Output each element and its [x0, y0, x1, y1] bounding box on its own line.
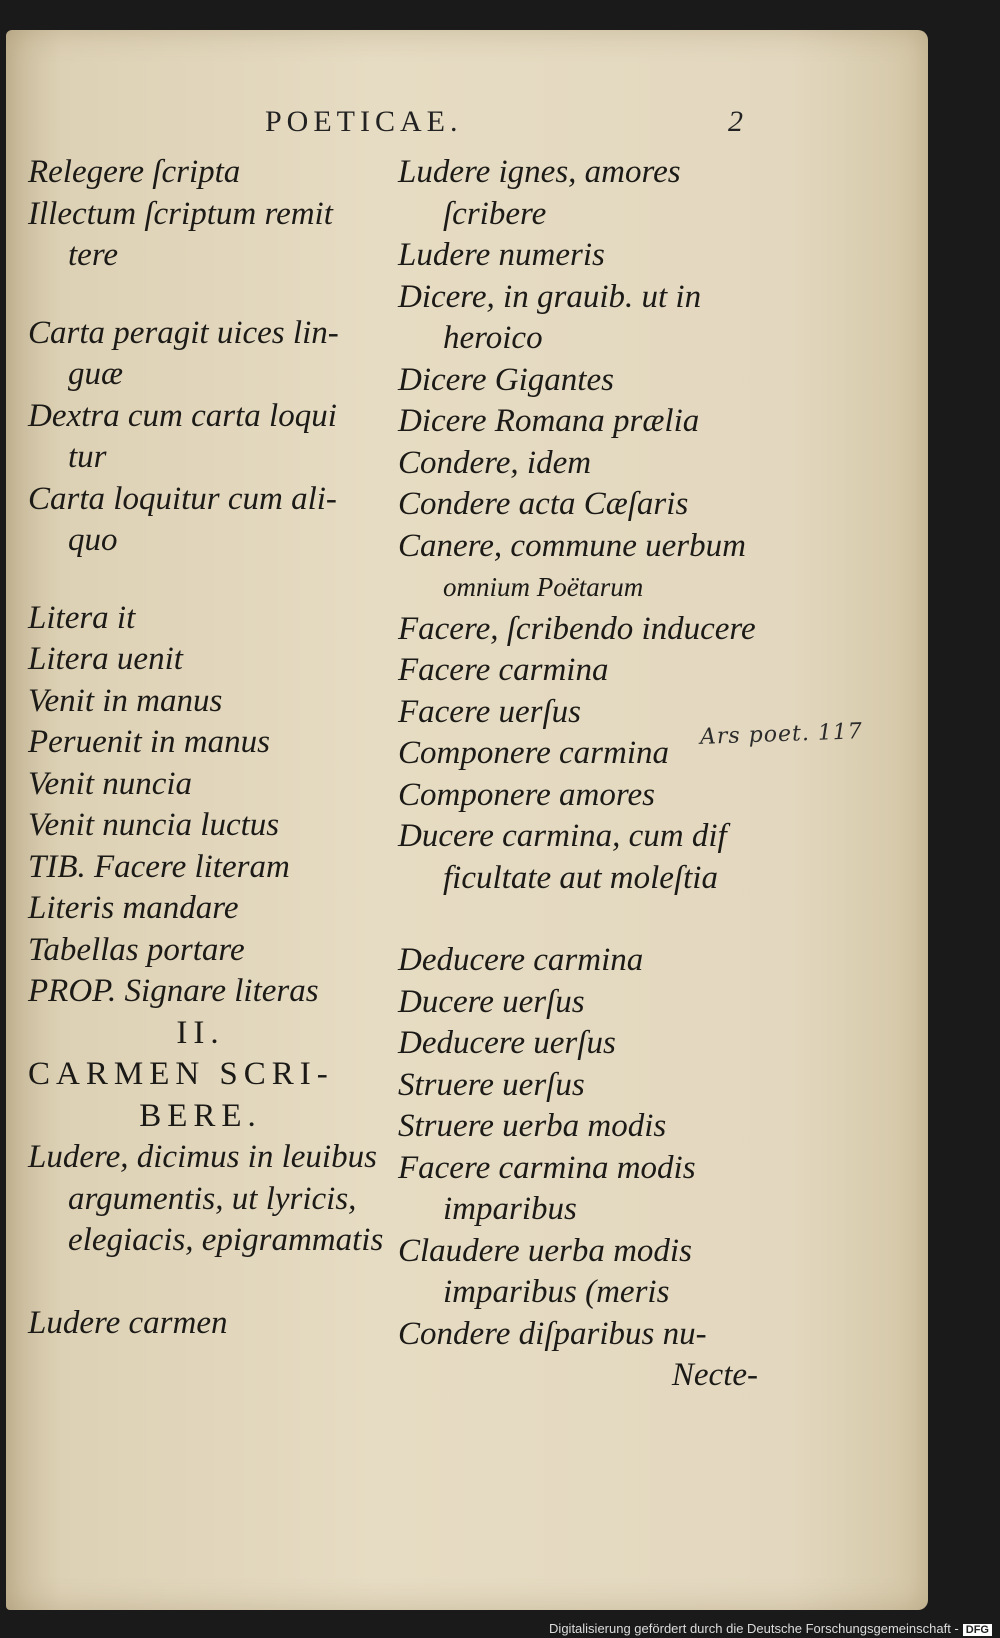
text-line: Facere uerſus	[398, 693, 581, 730]
text-line: Claudere uerba modis	[398, 1232, 692, 1269]
text-line: Relegere ſcripta	[28, 154, 241, 190]
text-line: Ducere uerſus	[398, 983, 585, 1020]
text-line: Ludere numeris	[398, 237, 605, 273]
text-line: argumentis, ut lyricis,	[68, 1180, 357, 1217]
text-line: Facere carmina	[398, 652, 609, 688]
text-line: PROP. Signare literas	[28, 973, 319, 1009]
text-line: Condere acta Cæſaris	[398, 486, 689, 522]
text-line: Struere uerſus	[398, 1066, 585, 1103]
handwritten-annotation: Ars poet. 117	[699, 719, 864, 750]
page-number: 2	[728, 105, 743, 138]
text-line: Ludere, dicimus in leuibus	[28, 1139, 377, 1175]
right-column	[398, 152, 758, 1397]
text-line: TIB. Facere literam	[28, 848, 290, 885]
digitization-credit	[549, 1621, 992, 1636]
dfg-logo: DFG	[963, 1624, 992, 1636]
text-line: Canere, commune uerbum	[398, 527, 746, 564]
text-line: Ludere carmen	[28, 1304, 228, 1341]
text-line: Condere diſparibus nu-	[398, 1315, 707, 1352]
text-line: Deducere carmina	[398, 942, 644, 978]
text-line: Condere, idem	[398, 444, 592, 481]
text-line: omnium Poëtarum	[443, 572, 644, 602]
text-line: Componere amores	[398, 776, 655, 813]
text-line: Litera it	[28, 599, 136, 636]
text-line: Venit nuncia luctus	[28, 807, 280, 843]
text-line: imparibus (meris	[443, 1274, 670, 1310]
text-line: Struere uerba modis	[398, 1108, 667, 1144]
text-line: Facere carmina modis	[398, 1149, 696, 1186]
text-line: Carta loquitur cum ali-	[28, 480, 337, 517]
text-line: Venit nuncia	[28, 765, 193, 802]
section-heading: CARMEN SCRI-	[28, 1056, 334, 1092]
text-line: Dicere Gigantes	[398, 361, 614, 398]
catchword: Necte-	[671, 1357, 758, 1393]
text-line: Tabellas portare	[28, 931, 245, 968]
running-head: POETICAE.	[265, 105, 463, 138]
text-line: Dextra cum carta loqui	[28, 397, 337, 434]
text-line: tur	[68, 439, 107, 475]
text-line: Venit in manus	[28, 682, 223, 719]
section-heading: BERE.	[139, 1097, 262, 1134]
text-line: Ducere carmina, cum dif	[398, 818, 727, 854]
credit-text: Digitalisierung gefördert durch die Deutsche Forschungsgemeinschaft -	[549, 1621, 959, 1636]
text-line: guæ	[68, 356, 124, 392]
text-line: Dicere, in grauib. ut in	[398, 278, 702, 315]
text-line: imparibus	[443, 1191, 577, 1227]
text-line: Deducere uerſus	[398, 1025, 616, 1061]
text-line: Illectum ſcriptum remit	[28, 195, 333, 232]
section-number: II.	[176, 1014, 225, 1051]
text-line: Literis mandare	[28, 890, 239, 926]
text-line: Carta peragit uices lin-	[28, 314, 339, 351]
text-line: ficultate aut moleſtia	[443, 859, 718, 896]
text-line: elegiacis, epigrammatis	[68, 1222, 384, 1258]
text-line: Litera uenit	[28, 641, 183, 677]
text-line: heroico	[443, 320, 543, 356]
text-line: Dicere Romana prælia	[398, 403, 700, 439]
text-line: Facere, ſcribendo inducere	[398, 610, 756, 647]
text-line: quo	[68, 522, 118, 558]
left-column	[28, 152, 384, 1344]
text-line: Componere carmina	[398, 735, 669, 771]
text-line: tere	[68, 237, 119, 273]
text-line: ſcribere	[443, 195, 547, 232]
text-line: Ludere ignes, amores	[398, 154, 681, 190]
text-line: Peruenit in manus	[28, 724, 270, 760]
